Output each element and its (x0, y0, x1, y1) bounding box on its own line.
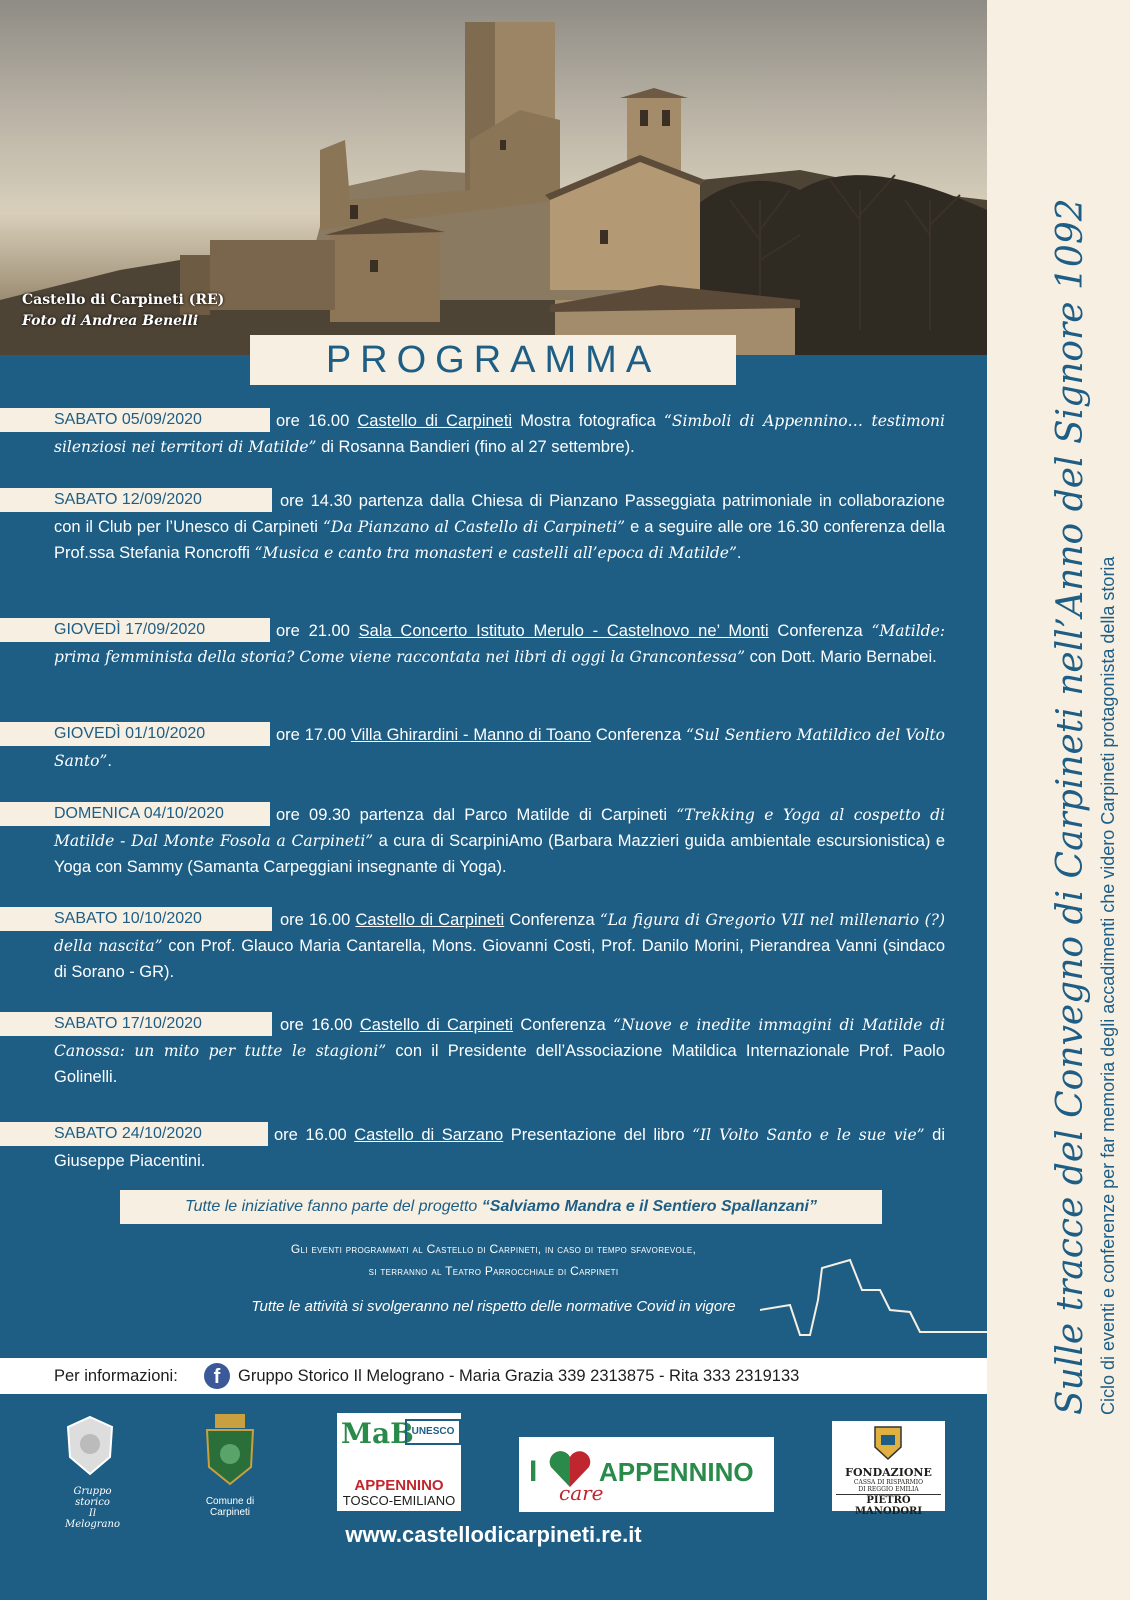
event-title: “Sul Sentiero Matildico del Volto Santo” (54, 726, 945, 770)
event-place: Castello di Carpineti (355, 911, 505, 929)
logo-comune-caption: Comune di Carpineti (205, 1496, 255, 1518)
event-description: ore 16.00 Castello di Carpineti Conferenza “Nuove e inedite immagini di Matilde di Canossa: un mito per tutte le stagioni” con il Presidente dell’Associazione Matildica Internazionale Prof. Paolo Golinelli. (54, 1016, 945, 1086)
event-title: “La figura di Gregorio VII nel millenario (?) della nascita” (54, 911, 945, 955)
event-date: SABATO 05/09/2020 (0, 408, 270, 432)
castle-outline-icon (760, 1250, 987, 1345)
event-place: Castello di Carpineti (359, 1016, 514, 1034)
mab-line2: TOSCO-EMILIANO (342, 1493, 456, 1508)
info-contact: Gruppo Storico Il Melograno - Maria Grazia 339 2313875 - Rita 333 2319133 (238, 1367, 800, 1385)
event-description: ore 09.30 partenza dal Parco Matilde di Carpineti “Trekking e Yoga al cospetto di Matilde - Dal Monte Fosola a Carpineti” a cura di ScarpiniAmo (Barbara Mazzieri guida ambientale escursionistica) e Yoga con Sammy (Samanta Carpeggiani insegnante di Yoga). (54, 806, 946, 876)
programma-title-box (250, 335, 736, 385)
fond-line3: DI REGGIO EMILIA (858, 1486, 919, 1493)
event-date: SABATO 17/10/2020 (0, 1012, 272, 1036)
info-label: Per informazioni: (54, 1367, 178, 1385)
event-title: “Il Volto Santo e le sue vie” (692, 1126, 925, 1144)
fondazione-crest-icon (873, 1425, 903, 1461)
event-place: Villa Ghirardini - Manno di Toano (350, 726, 591, 744)
side-subtitle: Ciclo di eventi e conferenze per far memoria degli accadimenti che videro Carpineti protagonista della storia (1098, 556, 1118, 1415)
covid-notice: Tutte le attività si svolgeranno nel rispetto delle normative Covid in vigore (251, 1298, 736, 1315)
unesco-wordmark: UNESCO (405, 1419, 461, 1445)
event-title: “Matilde: prima femminista della storia? Come viene raccontata nei libri di oggi la Grancontessa” (54, 622, 945, 666)
event-date: SABATO 10/10/2020 (0, 907, 272, 931)
event-date: SABATO 12/09/2020 (0, 488, 272, 512)
event-description: ore 16.00 Castello di Carpineti Conferenza “La figura di Gregorio VII nel millenario (?) della nascita” con Prof. Glauco Maria Cantarella, Mons. Giovanni Costi, Prof. Danilo Morini, Pierandrea Vanni (sindaco di Sorano - GR). (54, 911, 945, 981)
melograno-crest-icon (60, 1412, 120, 1482)
photo-caption (22, 290, 224, 332)
event-description: ore 16.00 Castello di Carpineti Mostra fotografica “Simboli di Appennino… testimoni silenziosi nei territori di Matilde” di Rosanna Bandieri (fino al 27 settembre). (54, 412, 945, 456)
fond-line1: FONDAZIONE (845, 1466, 932, 1479)
side-vertical-text (1047, 0, 1121, 1415)
logo-melograno-caption: Gruppo storico Il Melograno (65, 1486, 120, 1530)
event-date: SABATO 24/10/2020 (0, 1122, 268, 1146)
icare-i: I (529, 1455, 538, 1488)
logo-fondazione (832, 1421, 945, 1517)
project-banner: Tutte le iniziative fanno parte del progetto “Salviamo Mandra e il Sentiero Spallanzani” (120, 1190, 882, 1224)
event-date: DOMENICA 04/10/2020 (0, 802, 270, 826)
event-title: “Simboli di Appennino… testimoni silenziosi nei territori di Matilde” (54, 412, 945, 456)
fond-line4: PIETRO MANODORI (836, 1494, 941, 1517)
fond-line2: CASSA DI RISPARMIO (853, 1479, 924, 1486)
logo-comune (185, 1412, 275, 1518)
event-title: “Da Pianzano al Castello di Carpineti” (322, 518, 626, 536)
mab-wordmark: MaB (341, 1417, 414, 1450)
event-title: “Nuove e inedite immagini di Matilde di Canossa: un mito per tutte le stagioni” (54, 1016, 945, 1060)
comune-crest-icon (185, 1412, 275, 1492)
event-date: GIOVEDÌ 17/09/2020 (0, 618, 270, 642)
side-band (987, 0, 1130, 1600)
event-description: ore 16.00 Castello di Sarzano Presentazione del libro “Il Volto Santo e le sue vie” di Giuseppe Piacentini. (54, 1126, 945, 1170)
website-link[interactable]: www.castellodicarpineti.re.it (345, 1522, 642, 1547)
event-description: ore 21.00 Sala Concerto Istituto Merulo - Castelnovo ne’ Monti Conferenza “Matilde: prima femminista della storia? Come viene raccontata nei libri di oggi la Grancontessa” con Dott. Mario Bernabei. (54, 622, 945, 666)
event-place: Castello di Sarzano (354, 1126, 504, 1144)
mab-line1: APPENNINO (354, 1477, 444, 1494)
icare-appennino: APPENNINO (599, 1457, 754, 1487)
facebook-icon[interactable]: f (204, 1363, 230, 1389)
project-name: “Salviamo Mandra e il Sentiero Spallanzani” (481, 1198, 817, 1215)
event-description: ore 17.00 Villa Ghirardini - Manno di Toano Conferenza “Sul Sentiero Matildico del Volto Santo”. (54, 726, 945, 770)
logo-melograno (60, 1412, 125, 1530)
event-title: “Trekking e Yoga al cospetto di Matilde - Dal Monte Fosola a Carpineti” (54, 806, 946, 850)
weather-notice: Gli eventi programmati al Castello di Carpineti, in caso di tempo sfavorevole, si terranno al Teatro Parrocchiale di Carpineti (290, 1242, 697, 1278)
header-photo (0, 0, 987, 355)
event-place: Sala Concerto Istituto Merulo - Castelnovo ne’ Monti (358, 622, 769, 640)
event-title-2: “Musica e canto tra monasteri e castelli all’epoca di Matilde” (254, 544, 737, 562)
caption-location: Castello di Carpineti (RE) (22, 292, 225, 308)
info-bar (0, 1358, 987, 1394)
event-description: ore 14.30 partenza dalla Chiesa di Pianzano Passeggiata patrimoniale in collaborazione con il Club per l’Unesco di Carpineti “Da Pianzano al Castello di Carpineti” e a seguire alle ore 16.30 conferenza della Prof.ssa Stefania Roncroffi “Musica e canto tra monasteri e castelli all’epoca di Matilde”. (54, 492, 945, 562)
side-title: Sulle tracce del Convegno di Carpineti nell’Anno del Signore 1092 (1050, 198, 1091, 1415)
logo-icare-appennino (519, 1437, 774, 1512)
caption-credit: Foto di Andrea Benelli (22, 313, 199, 329)
logo-mab-unesco (337, 1413, 461, 1511)
event-place: Castello di Carpineti (357, 412, 513, 430)
event-date: GIOVEDÌ 01/10/2020 (0, 722, 270, 746)
page-title: PROGRAMMA (325, 339, 661, 381)
icare-care: care (559, 1481, 604, 1505)
